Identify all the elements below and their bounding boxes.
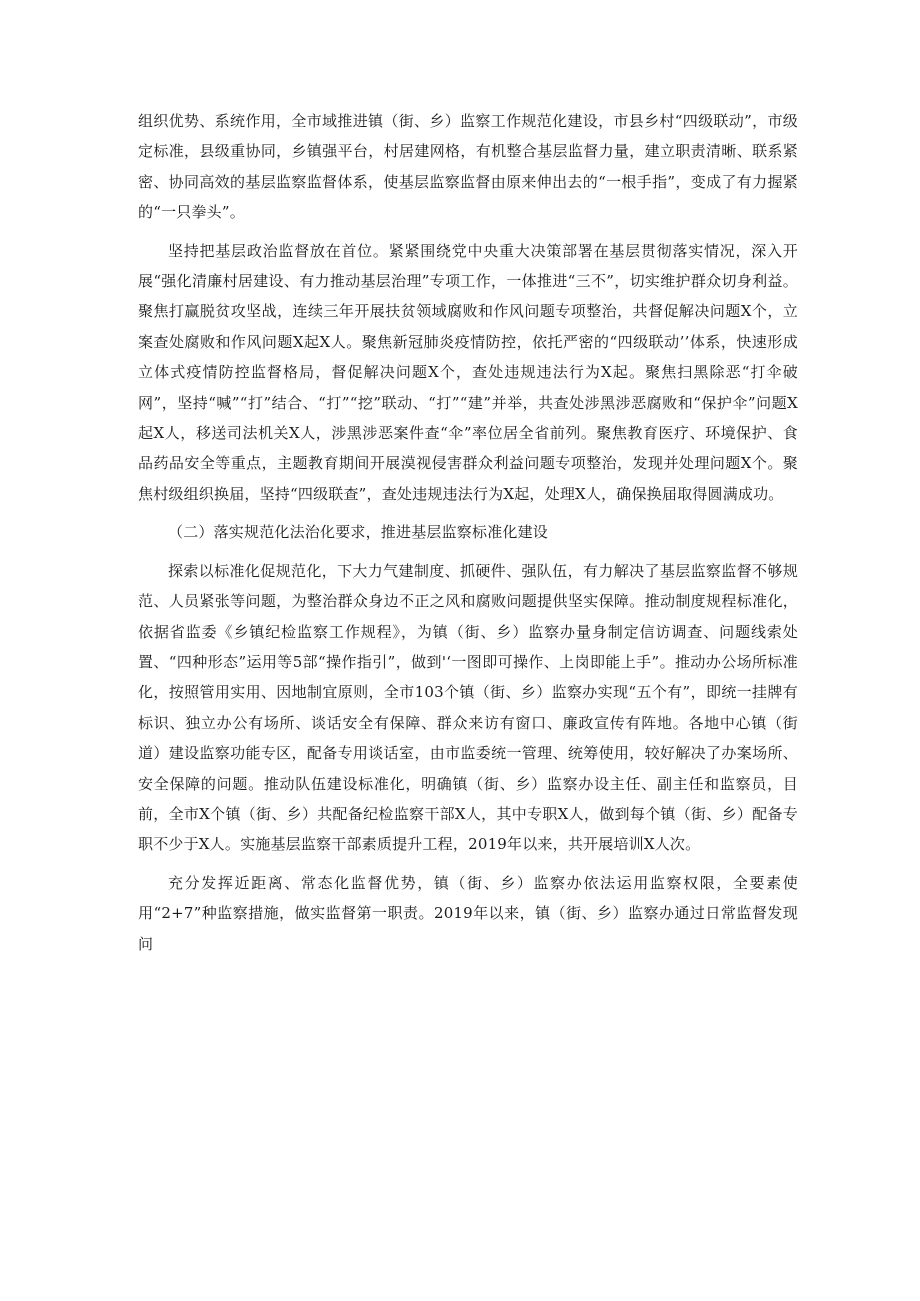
paragraph-continuation: 组织优势、系统作用，全市域推进镇（街、乡）监察工作规范化建设，市县乡村“四级联动”，市级定标准，县级重协同，乡镇强平台，村居建网格，有机整合基层监督力量，建立职责清晰、联系紧密、协同高效的基层监察监督体系，使基层监察监督由原来伸出去的“一根手指”，变成了有力握紧的“一只拳头”。	[138, 112, 798, 222]
paragraph-standardization: 探索以标准化促规范化，下大力气建制度、抓硬件、强队伍，有力解决了基层监察监督不够规范、人员紧张等问题，为整治群众身边不正之风和腐败问题提供坚实保障。推动制度规程标准化，依据省监委《乡镇纪检监察工作规程》，为镇（街、乡）监察办量身制定信访调查、问题线索处置、“四种形态”运用等5部“操作指引”，做到'‘一图即可操作、上岗即能上手”。推动办公场所标准化，按照管用实用、因地制宜原则，全市103个镇（街、乡）监察办实现“五个有”，即统一挂牌有标识、独立办公有场所、谈话安全有保障、群众来访有窗口、廉政宣传有阵地。各地中心镇（街道）建设监察功能专区，配备专用谈话室，由市监委统一管理、统筹使用，较好解决了办案场所、安全保障的问题。推动队伍建设标准化，明确镇（街、乡）监察办设主任、副主任和监察员，目前，全市X个镇（街、乡）共配备纪检监察干部X人，其中专职X人，做到每个镇（街、乡）配备专职不少于X人。实施基层监察干部素质提升工程，2019年以来，共开展培训X人次。	[138, 561, 798, 854]
section-heading: （二）落实规范化法治化要求，推进基层监察标准化建设	[168, 523, 549, 542]
paragraph-political-supervision: 坚持把基层政治监督放在首位。紧紧围绕党中央重大决策部署在基层贯彻落实情况，深入开展“强化清廉村居建设、有力推动基层治理”专项工作，一体推进“三不”，切实维护群众切身利益。聚焦打赢脱贫攻坚战，连续三年开展扶贫领域腐败和作风问题专项整治，共督促解决问题X个，立案查处腐败和作风问题X起X人。聚焦新冠肺炎疫情防控，依托严密的“四级联动’’体系，快速形成立体式疫情防控监督格局，督促解决问题X个，查处违规违法行为X起。聚焦扫黑除恶“打伞破网”，坚持“喊”“打”结合、“打”“挖”联动、“打”“建”并举，共查处涉黑涉恶腐败和“保护伞”问题X起X人，移送司法机关X人，涉黑涉恶案件查“伞”率位居全省前列。聚焦教育医疗、环境保护、食品药品安全等重点，主题教育期间开展漠视侵害群众利益问题专项整治，发现并处理问题X个。聚焦村级组织换届，坚持“四级联查”，查处违规违法行为X起，处理X人，确保换届取得圆满成功。	[138, 241, 798, 503]
document-page	[138, 106, 798, 959]
paragraph-close-supervision: 充分发挥近距离、常态化监督优势，镇（街、乡）监察办依法运用监察权限，全要素使用“2+7”种监察措施，做实监督第一职责。2019年以来，镇（街、乡）监察办通过日常监督发现问	[138, 873, 798, 953]
